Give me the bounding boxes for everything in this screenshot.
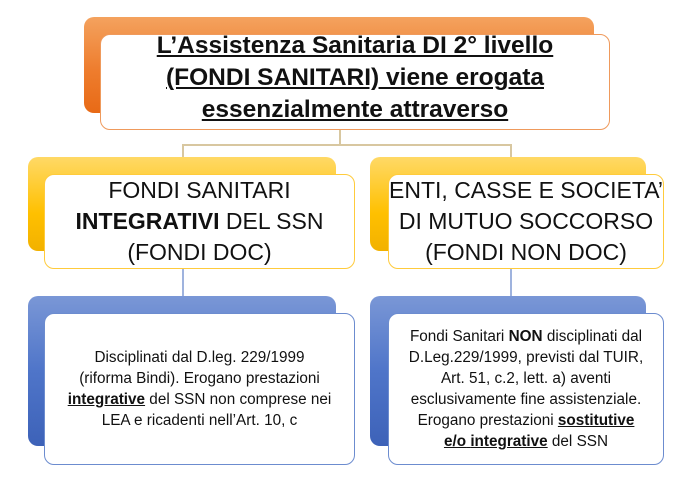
right-body-box xyxy=(388,313,664,465)
right-body-line-6 xyxy=(409,431,643,452)
right-body-text xyxy=(401,326,651,452)
left-header-line-3: (FONDI DOC) xyxy=(127,239,272,265)
right-body-non: NON xyxy=(508,328,543,345)
connector-horizontal xyxy=(182,144,511,146)
title-line-1: L’Assistenza Sanitaria DI 2° livello xyxy=(156,32,554,59)
right-body-line-3: Art. 51, c.2, lett. a) aventi xyxy=(440,370,612,387)
left-body-text xyxy=(60,347,340,431)
left-body-line-2: (riforma Bindi). Erogano prestazioni xyxy=(79,370,320,387)
connector-left-lower xyxy=(182,269,184,297)
title-line-3: essenzialmente attraverso xyxy=(201,96,509,123)
right-body-line-1 xyxy=(409,326,643,347)
right-header-line-1: ENTI, CASSE E SOCIETA’ xyxy=(389,177,663,203)
right-header-box xyxy=(388,174,664,269)
right-body-line-6-rest: del SSN xyxy=(547,433,609,450)
left-body-box xyxy=(44,313,355,465)
left-body-line-3 xyxy=(68,389,332,410)
right-header-line-2: DI MUTUO SOCCORSO xyxy=(398,208,654,234)
right-body-line-1-pre: Fondi Sanitari xyxy=(409,328,509,345)
left-body-line-1: Disciplinati dal D.leg. 229/1999 xyxy=(94,349,305,366)
connector-right-lower xyxy=(510,269,512,297)
right-header-text xyxy=(389,175,663,268)
connector-top-vertical xyxy=(339,130,341,144)
right-body-line-2: D.Leg.229/1999, previsti dal TUIR, xyxy=(408,349,644,366)
right-header-line-3: (FONDI NON DOC) xyxy=(425,239,627,265)
connector-right-vertical xyxy=(510,144,512,158)
left-header-line-2 xyxy=(76,206,324,237)
left-body-line-3-rest: del SSN non comprese nei xyxy=(145,391,332,408)
left-header-bold: INTEGRATIVI xyxy=(75,208,220,234)
right-body-line-1-post: disciplinati dal xyxy=(542,328,643,345)
connector-left-vertical xyxy=(182,144,184,158)
title-box xyxy=(100,34,610,130)
left-header-box xyxy=(44,174,355,269)
right-body-integrative: integrative xyxy=(470,433,548,450)
title-line-2: (FONDI SANITARI) viene erogata xyxy=(166,64,544,91)
left-header-line-2-rest: DEL SSN xyxy=(219,208,324,234)
left-header-text xyxy=(76,175,324,268)
title-text xyxy=(151,30,560,126)
right-body-sostitutive: sostitutive xyxy=(557,412,635,429)
right-body-line-4: esclusivamente fine assistenziale. xyxy=(410,391,642,408)
right-body-line-5 xyxy=(409,410,643,431)
left-header-line-1: FONDI SANITARI xyxy=(108,177,291,203)
right-body-eo: e/o xyxy=(443,433,467,450)
left-body-integrative: integrative xyxy=(67,391,146,408)
right-body-line-5-pre: Erogano prestazioni xyxy=(417,412,558,429)
left-body-line-4: LEA e ricadenti nell’Art. 10, c xyxy=(101,412,298,429)
